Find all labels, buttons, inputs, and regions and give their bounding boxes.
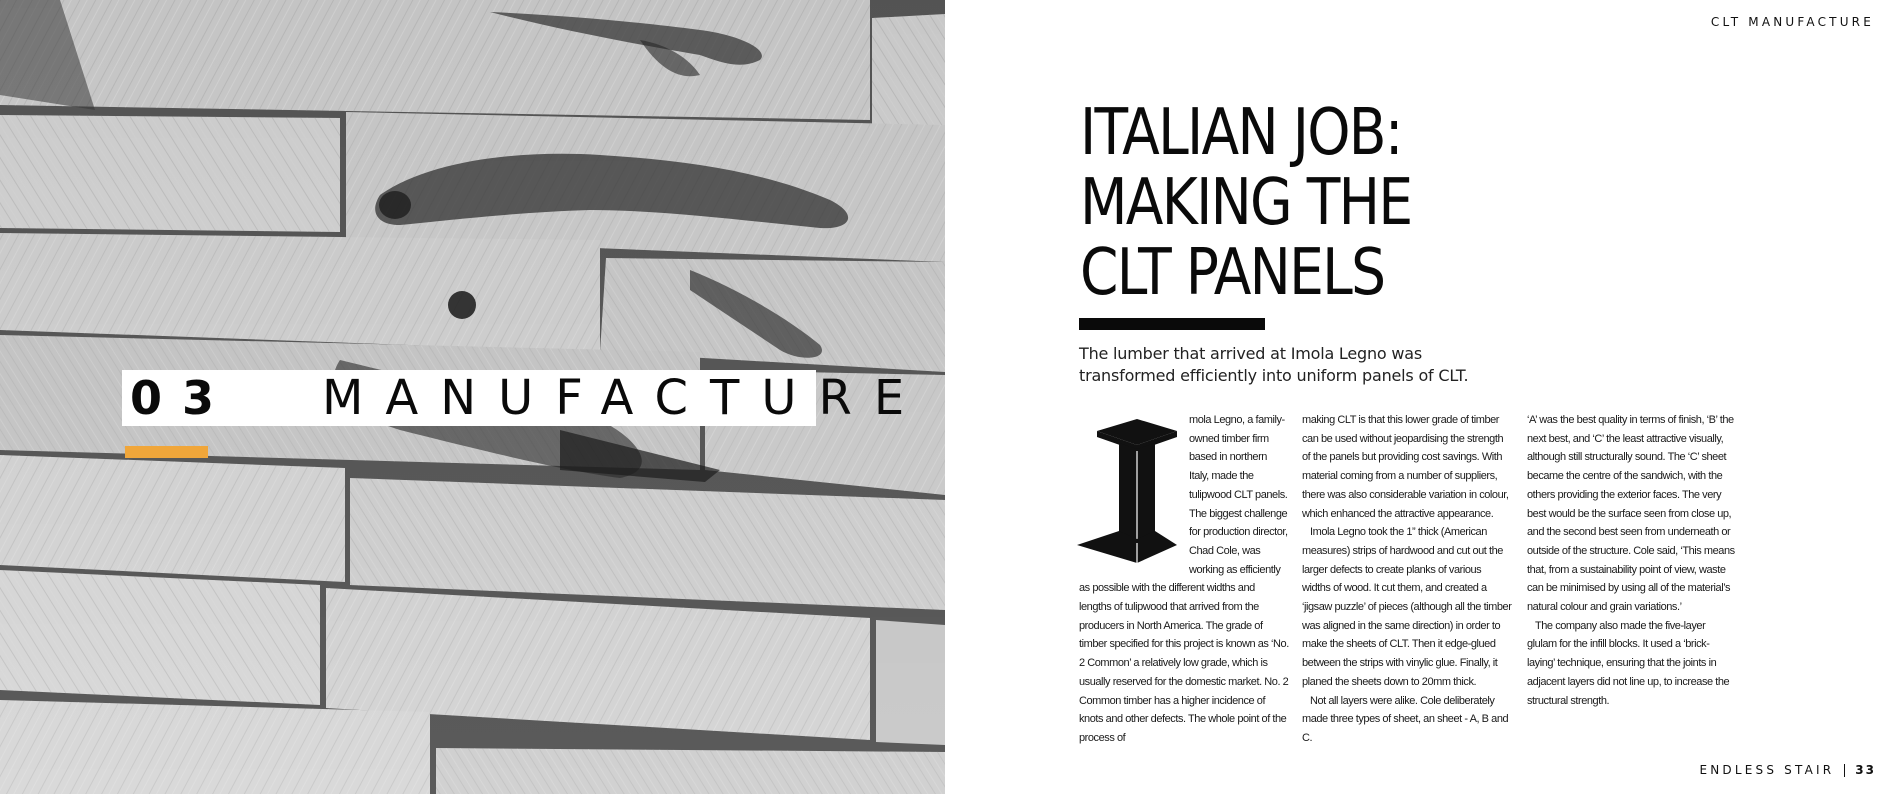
page-number: 33 [1855,763,1876,777]
section-heading-box [122,370,927,426]
article-column-2 [1302,411,1512,748]
standfirst: The lumber that arrived at Imola Legno was transformed efficiently into uniform panels of CLT. [1079,344,1469,385]
article-paragraph: Imola Legno took the 1” thick (American measures) strips of hardwood and cut out the larger defects to create planks of various widths of wood. It cut them, and created a ‘jigsaw puzzle’ of pieces (although all the timber was aligned in the same direction) in order to make the sheets of CLT. Then it edge-glued between the strips with vinylic glue. Finally, it planed the sheets down to 20mm thick. [1302,526,1512,688]
headline [1080,98,1411,308]
headline-rule [1079,318,1265,330]
publication-name: ENDLESS STAIR [1699,763,1835,777]
article-paragraph: Not all layers were alike. Cole deliberately made three types of sheet, an sheet - A, B and C. [1302,694,1509,744]
headline-line-1: ITALIAN JOB: [1080,96,1402,170]
page-footer [1699,763,1876,777]
article-paragraph: mola Legno, a family-owned timber firm based in northern Italy, made the tulipwood CLT panels. The biggest challenge for production director, Chad Cole, was working as efficiently as possible with the different widths and lengths of tulipwood that arrived from the producers in North America. The grade of timber specified for this project is known as ‘No. 2 Common’ a relatively low grade, which is usually reserved for the domestic market. No. 2 Common timber has a higher incidence of knots and other defects. The whole point of the process of [1079,414,1289,744]
headline-line-3: CLT PANELS [1080,236,1385,310]
article-paragraph: The company also made the five-layer glulam for the infill blocks. It used a ‘brick-laying’ technique, ensuring that the joints in adjacent layers did not line up, to increase the structural strength. [1527,619,1730,707]
section-title: MANUFACTURE [322,370,927,426]
section-number: 03 [130,371,235,425]
article-column-3 [1527,411,1737,710]
article-paragraph: ‘A’ was the best quality in terms of finish, ‘B’ the next best, and ‘C’ the least attractive visually, although still structurally sound. The ‘C’ sheet became the centre of the sandwich, with the others providing the exterior faces. The very best would be the surface seen from close up, and the second best seen from underneath or outside of the structure. Cole said, ‘This means that, from a sustainability point of view, waste can be minimised by using all of the material’s natural colour and grain variations.’ [1527,414,1735,614]
running-head: CLT MANUFACTURE [1710,15,1874,29]
article-paragraph: making CLT is that this lower grade of timber can be used without jeopardising the strength of the panels but providing cost savings. With material coming from a number of suppliers, there was also considerable variation in colour, which enhanced the attractive appearance. [1302,414,1509,520]
footer-divider [1844,764,1845,777]
section-accent-bar [125,446,208,458]
headline-line-2: MAKING THE [1080,166,1412,240]
article-column-1 [1079,411,1289,748]
dropcap-i-icon [1075,417,1179,565]
